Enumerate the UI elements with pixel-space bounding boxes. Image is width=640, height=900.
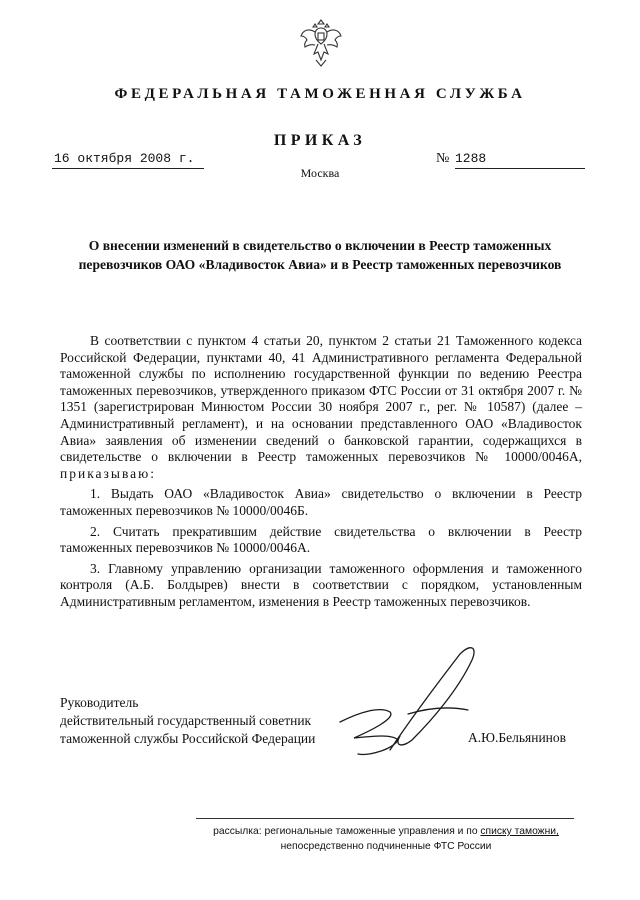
signatory-line: действительный государственный советник xyxy=(60,713,312,728)
document-title xyxy=(40,236,600,274)
order-item: 3. Главному управлению организации таможенного оформления и таможенного контроля (А.Б. Болдырев) внести в соответствии с порядком, установленным Административным регламентом, изменения в Реестр таможенных перевозчиков. xyxy=(60,560,582,609)
signatory-line: таможенной службы Российской Федерации xyxy=(60,731,316,746)
document-type: ПРИКАЗ xyxy=(273,132,367,149)
order-city: Москва xyxy=(300,166,340,180)
handwritten-signature xyxy=(330,640,490,770)
document-body xyxy=(60,333,582,615)
distribution-line xyxy=(196,824,576,839)
intro-text: В соответствии с пунктом 4 статьи 20, пунктом 2 статьи 21 Таможенного кодекса Российской Федерации, пунктами 40, 41 Административного регламента Федеральной таможенной службы по исполнению государственной функции по ведению Реестра таможенных перевозчиков, утвержденного приказом ФТС России от 31 октября 2007 г. № 1351 (зарегистрирован Минюстом России 30 ноября 2007 г., рег. № 10587) (далее – Административный регламент), и на основании представленного ОАО «Владивосток Авиа» заявления об изменении сведений о банковской гарантии, содержащихся в свидетельстве о включении в Реестр таможенных перевозчиков № 10000/0046А, xyxy=(60,333,582,465)
distribution-list xyxy=(196,824,576,854)
title-line: О внесении изменений в свидетельство о включении в Реестр таможенных xyxy=(88,238,552,253)
distribution-link: списку таможни, xyxy=(480,826,559,837)
distribution-prefix: рассылка: региональные таможенные управления и по xyxy=(213,826,481,837)
signatory-name: А.Ю.Бельянинов xyxy=(468,730,567,745)
order-number-sign: № xyxy=(436,151,450,166)
order-item: 2. Считать прекратившим действие свидетельства о включении в Реестр таможенных перевозчиков № 10000/0046А. xyxy=(60,523,582,556)
title-line: перевозчиков ОАО «Владивосток Авиа» и в Реестр таможенных перевозчиков xyxy=(78,257,562,272)
distribution-divider xyxy=(196,818,574,819)
distribution-line: непосредственно подчиненные ФТС России xyxy=(280,841,492,852)
order-item: 1. Выдать ОАО «Владивосток Авиа» свидетельство о включении в Реестр таможенных перевозчиков № 10000/0046Б. xyxy=(60,486,582,518)
signatory-line: Руководитель xyxy=(60,695,139,710)
intro-paragraph xyxy=(60,333,582,482)
order-date: 16 октября 2008 г. xyxy=(52,151,204,169)
signatory-title xyxy=(60,694,360,748)
agency-name: ФЕДЕРАЛЬНАЯ ТАМОЖЕННАЯ СЛУЖБА xyxy=(114,86,526,102)
coat-of-arms-icon xyxy=(298,14,344,70)
order-number: 1288 xyxy=(455,151,585,169)
order-word: приказываю: xyxy=(60,465,156,481)
